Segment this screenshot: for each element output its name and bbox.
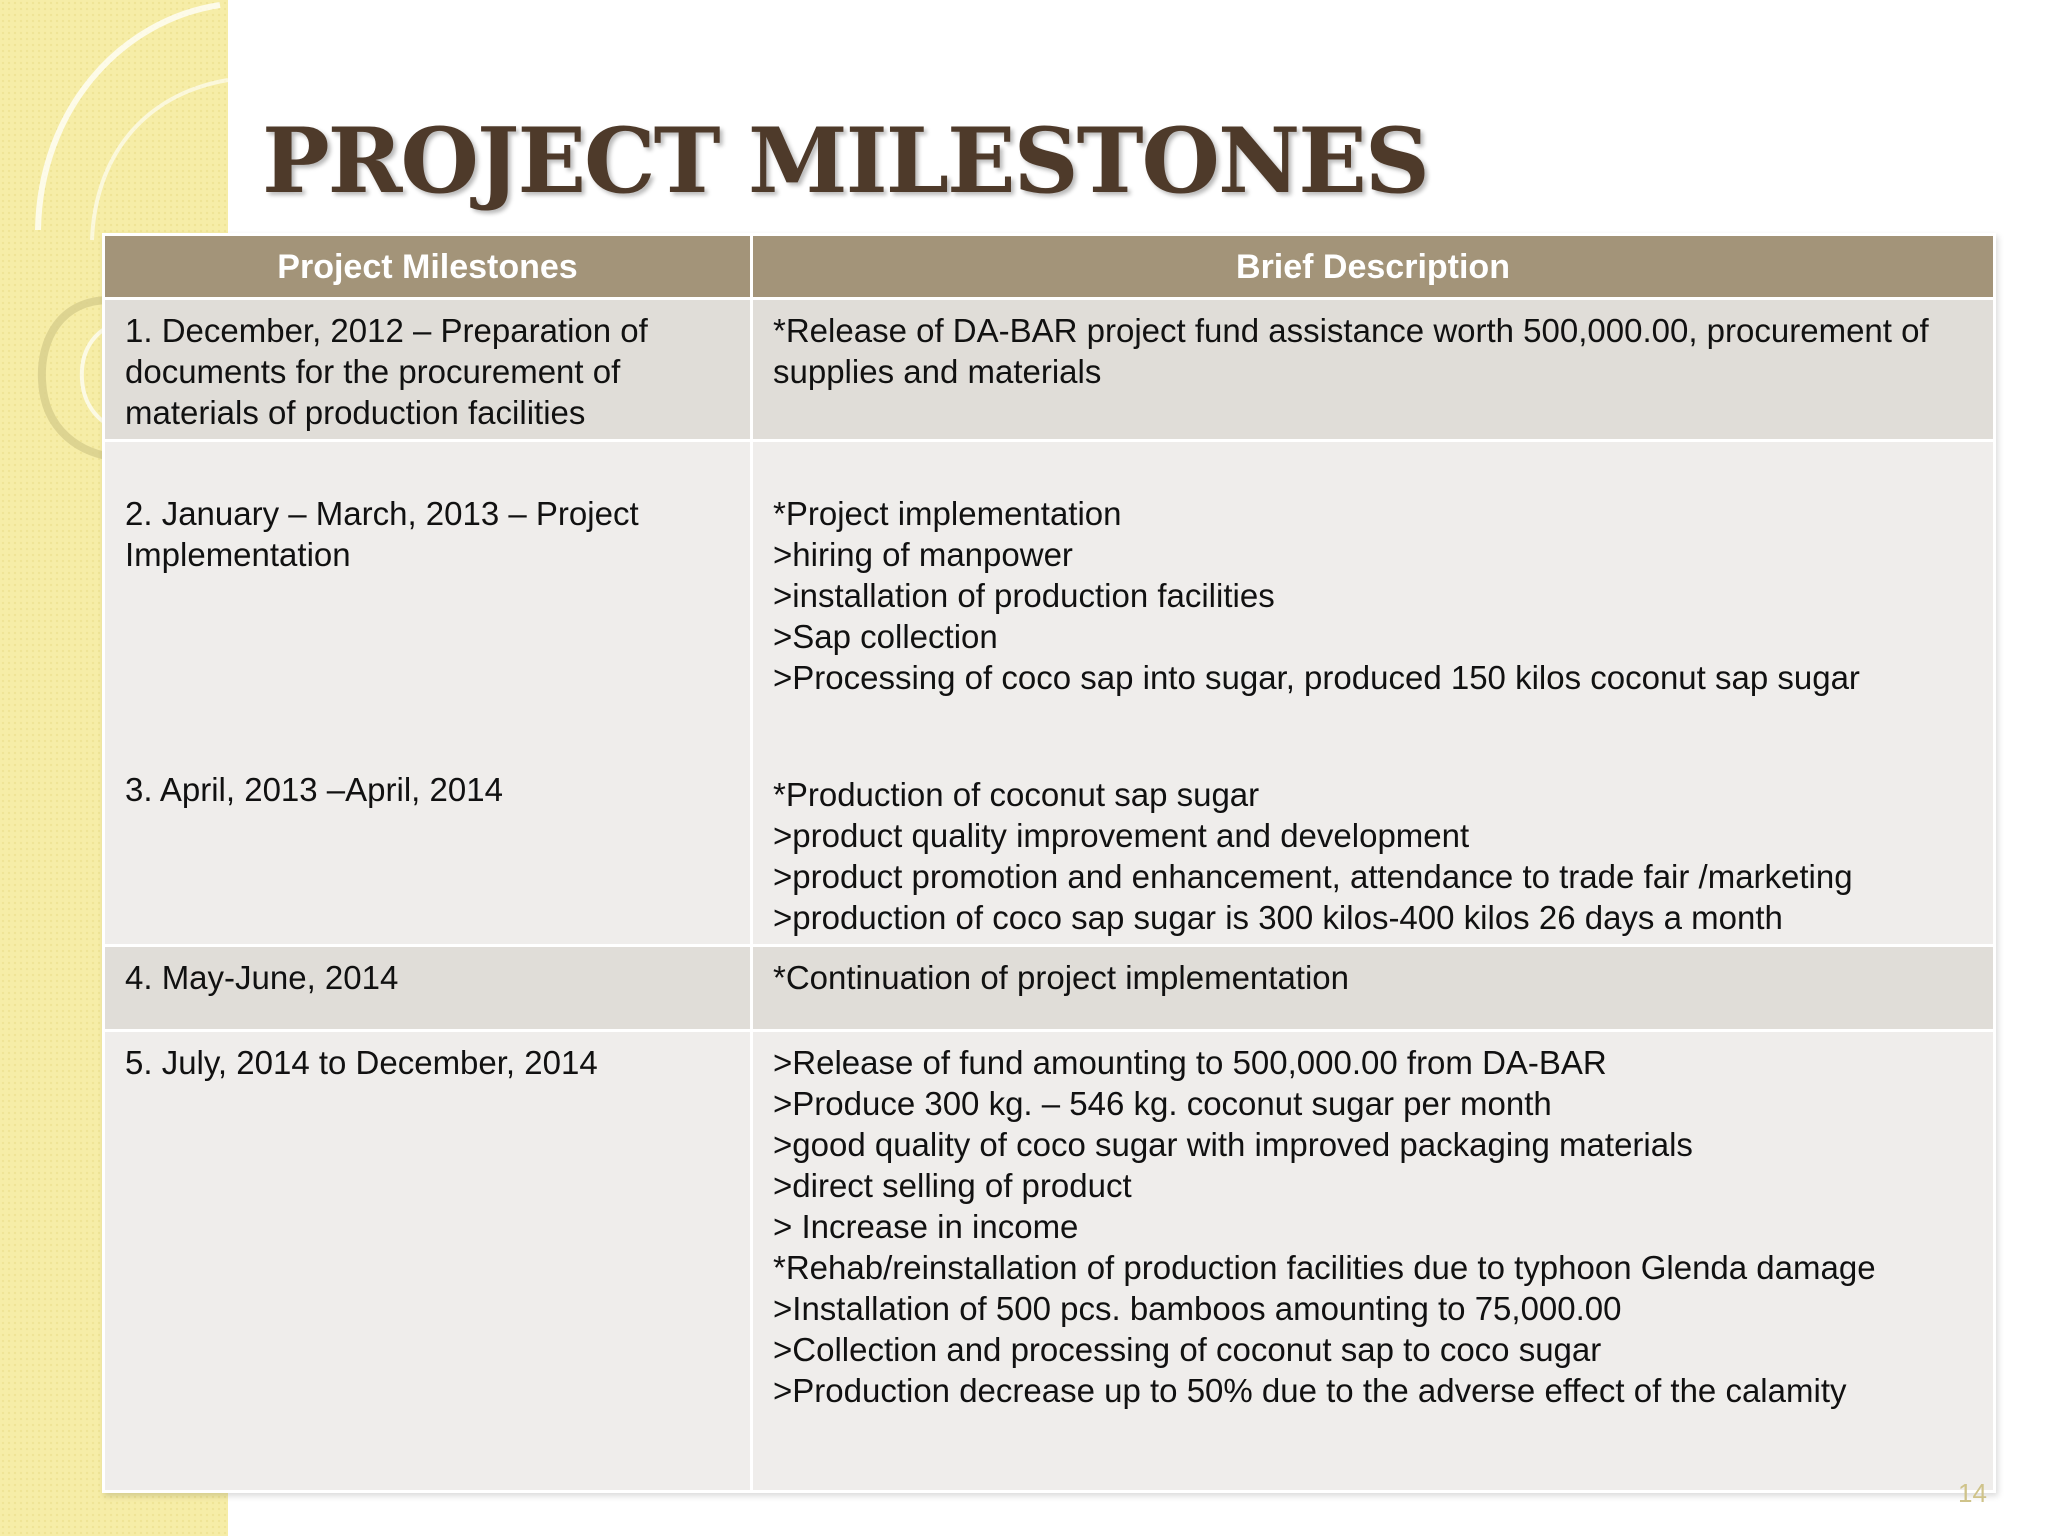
- description-cell: *Release of DA-BAR project fund assistance worth 500,000.00, procurement of supplies and materials: [752, 299, 1995, 441]
- column-header-description: Brief Description: [752, 235, 1995, 299]
- description-text: *Project implementation >hiring of manpower >installation of production facilities >Sap collection >Processing of coco sap into sugar, produced 150 kilos coconut sap sugar: [773, 495, 1860, 696]
- description-text-secondary: *Production of coconut sap sugar >product quality improvement and development >product promotion and enhancement, attendance to trade fair /marketing >production of coco sap sugar is 300 kilos-400 kilos 26 days a month: [773, 776, 1853, 936]
- milestone-cell: [104, 441, 752, 946]
- milestone-cell: 4. May-June, 2014: [104, 946, 752, 1031]
- column-header-milestones: Project Milestones: [104, 235, 752, 299]
- table-row: [104, 1031, 1995, 1492]
- description-cell: *Continuation of project implementation: [752, 946, 1995, 1031]
- milestones-table: [102, 233, 1996, 1493]
- spacer: [773, 698, 1973, 733]
- milestone-cell: 5. July, 2014 to December, 2014: [104, 1031, 752, 1492]
- table-row: [104, 441, 1995, 946]
- description-cell: >Release of fund amounting to 500,000.00 from DA-BAR >Produce 300 kg. – 546 kg. coconut sugar per month >good quality of coco sugar with improved packaging materials >direct selling of product > Increase in income *Rehab/reinstallation of production facilities due to typhoon Glenda damage >Installation of 500 pcs. bamboos amounting to 75,000.00 >Collection and processing of coconut sap to coco sugar >Production decrease up to 50% due to the adverse effect of the calamity: [752, 1031, 1995, 1492]
- table-row: [104, 946, 1995, 1031]
- milestone-cell: 1. December, 2012 – Preparation of documents for the procurement of materials of production facilities: [104, 299, 752, 441]
- milestone-text: 2. January – March, 2013 – Project Implementation: [125, 495, 639, 573]
- description-cell: [752, 441, 1995, 946]
- table-row: [104, 299, 1995, 441]
- slide-title: PROJECT MILESTONES: [262, 108, 1428, 214]
- milestone-text-secondary: 3. April, 2013 –April, 2014: [125, 771, 503, 808]
- page-number: 14: [1958, 1478, 1987, 1508]
- table-header-row: [104, 235, 1995, 299]
